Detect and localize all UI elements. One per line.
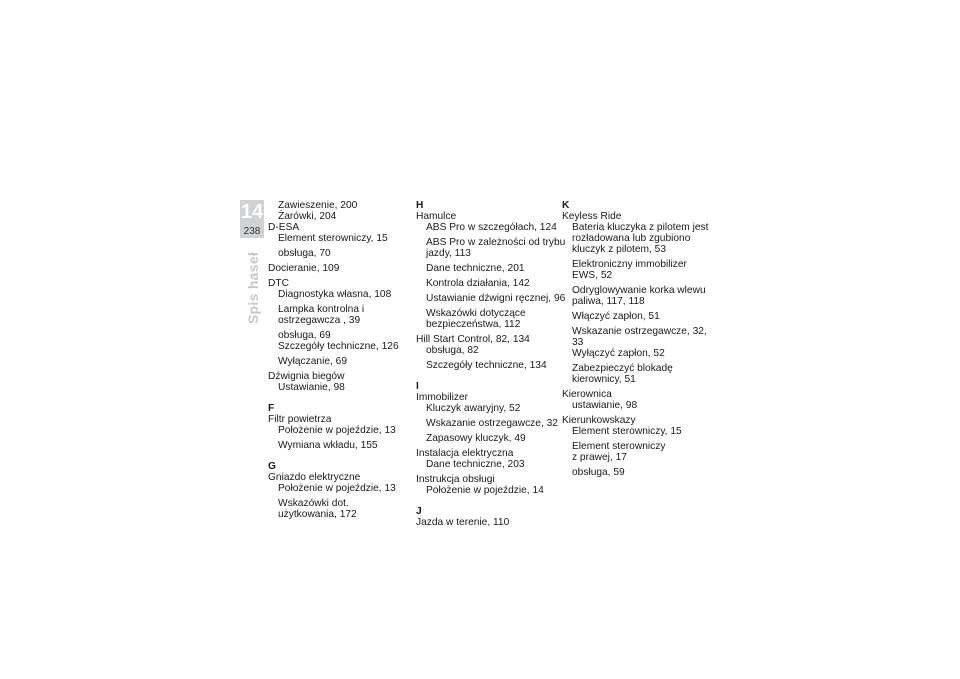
index-subentry: obsługa, 82	[426, 345, 479, 356]
index-subentry: kluczyk z pilotem, 53	[572, 244, 666, 255]
index-subentry: obsługa, 59	[572, 467, 625, 478]
index-subentry: Dane techniczne, 203	[426, 459, 525, 470]
index-subentry: Wskazówki dotyczące	[426, 308, 526, 319]
index-subentry: ostrzegawcza , 39	[278, 315, 361, 326]
index-letter-heading: I	[416, 381, 419, 392]
index-subentry: Element sterowniczy	[572, 441, 666, 452]
page-number: 238	[243, 226, 261, 237]
index-subentry: Odryglowywanie korka wlewu	[572, 285, 706, 296]
index-entry: Immobilizer	[416, 392, 469, 403]
index-subentry: Szczegóły techniczne, 134	[426, 360, 547, 371]
index-subentry: Bateria kluczyka z pilotem jest	[572, 222, 709, 233]
index-subentry: Wyłączyć zapłon, 52	[572, 348, 665, 359]
index-subentry: Kluczyk awaryjny, 52	[426, 403, 521, 414]
index-subentry: EWS, 52	[572, 270, 613, 281]
index-subentry: Dane techniczne, 201	[426, 263, 525, 274]
index-subentry: Ustawianie, 98	[278, 382, 345, 393]
index-subentry: jazdy, 113	[426, 248, 471, 259]
index-entry: Keyless Ride	[562, 211, 622, 222]
index-letter-heading: G	[268, 461, 276, 472]
index-subentry: Zawieszenie, 200	[278, 200, 358, 211]
index-entry: Kierunkowskazy	[562, 415, 636, 426]
index-subentry: 33	[572, 337, 584, 348]
index-entry: D-ESA	[268, 222, 300, 233]
index-subentry: Elektroniczny immobilizer	[572, 259, 687, 270]
index-subentry: obsługa, 70	[278, 248, 331, 259]
index-entry: Gniazdo elektryczne	[268, 472, 361, 483]
index-entry: Instrukcja obsługi	[416, 474, 495, 485]
index-column-3	[562, 200, 709, 478]
index-entry: Hill Start Control, 82, 134	[416, 334, 530, 345]
index-subentry: paliwa, 117, 118	[572, 296, 645, 307]
index-subentry: z prawej, 17	[572, 452, 627, 463]
spacer	[416, 371, 556, 381]
index-entry: Dźwignia biegów	[268, 371, 345, 382]
chapter-number: 14	[240, 201, 264, 223]
index-letter-heading: F	[268, 403, 275, 414]
index-column-2	[416, 200, 566, 528]
spacer	[416, 496, 556, 506]
index-subentry: użytkowania, 172	[278, 509, 357, 520]
index-letter-heading: K	[562, 200, 570, 211]
index-subentry: Wskazanie ostrzegawcze, 32	[426, 418, 558, 429]
spacer	[268, 451, 408, 461]
index-entry: Hamulce	[416, 211, 457, 222]
index-subentry: Położenie w pojeździe, 14	[426, 485, 544, 496]
index-subentry: Położenie w pojeździe, 13	[278, 425, 396, 436]
index-subentry: kierownicy, 51	[572, 374, 636, 385]
index-subentry: Diagnostyka własna, 108	[278, 289, 392, 300]
index-entry: Instalacja elektryczna	[416, 448, 514, 459]
index-subentry: Żarówki, 204	[278, 211, 337, 222]
index-subentry: Zapasowy kluczyk, 49	[426, 433, 526, 444]
index-subentry: Wskazanie ostrzegawcze, 32,	[572, 326, 707, 337]
index-letter-heading: H	[416, 200, 424, 211]
index-subentry: ABS Pro w szczegółach, 124	[426, 222, 557, 233]
index-entry: Filtr powietrza	[268, 414, 332, 425]
index-subentry: Wyłączanie, 69	[278, 356, 347, 367]
index-subentry: Kontrola działania, 142	[426, 278, 530, 289]
index-subentry: Element sterowniczy, 15	[572, 426, 682, 437]
index-subentry: rozładowana lub zgubiono	[572, 233, 691, 244]
index-subentry: Włączyć zapłon, 51	[572, 311, 660, 322]
index-subentry: obsługa, 69	[278, 330, 331, 341]
index-column-1	[268, 200, 408, 520]
index-subentry: ABS Pro w zależności od trybu	[426, 237, 566, 248]
index-entry: Kierownica	[562, 389, 612, 400]
index-subentry: Położenie w pojeździe, 13	[278, 483, 396, 494]
index-subentry: Zabezpieczyć blokadę	[572, 363, 673, 374]
index-subentry: ustawianie, 98	[572, 400, 638, 411]
index-subentry: Wymiana wkładu, 155	[278, 440, 378, 451]
index-subentry: Lampka kontrolna i	[278, 304, 365, 315]
index-subentry: bezpieczeństwa, 112	[426, 319, 521, 330]
section-title-vertical: Spis haseł	[245, 251, 261, 325]
index-entry: Docieranie, 109	[268, 263, 340, 274]
index-subentry: Szczegóły techniczne, 126	[278, 341, 399, 352]
index-letter-heading: J	[416, 506, 422, 517]
spacer	[268, 393, 408, 403]
index-entry: DTC	[268, 278, 289, 289]
index-subentry: Wskazówki dot.	[278, 498, 349, 509]
index-entry: Jazda w terenie, 110	[416, 517, 510, 528]
index-subentry: Ustawianie dźwigni ręcznej, 96	[426, 293, 566, 304]
index-subentry: Element sterowniczy, 15	[278, 233, 388, 244]
